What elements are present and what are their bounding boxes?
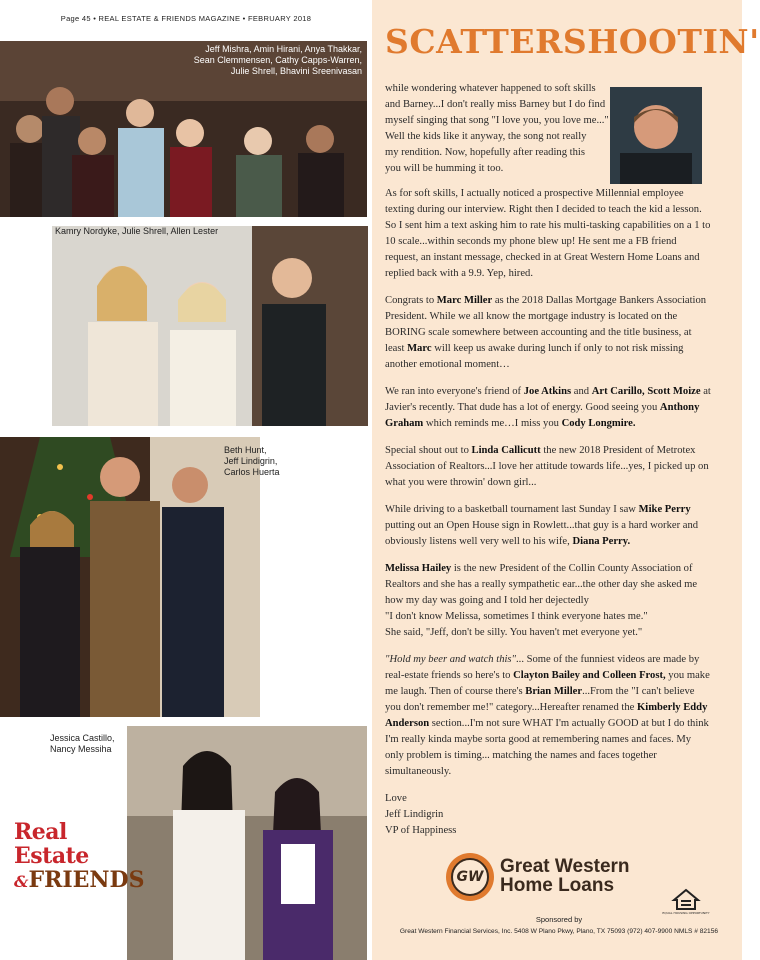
text-line: Well the kids like it anyway, the song not really [385, 131, 587, 142]
paragraph: As for soft skills, I actually noticed a prospective Millennial employee texting during our interview. Right then I decided to teach the kid a lesson. So I sent him a text asking him to rate his multi-tasking capabilities on a 1 to 10 scale...within seconds my phone blew up! He sent me a FB friend request, an instant message, checked in at Great Western Home Loans and replied back with a 9.9. Yep, hired. [385, 188, 711, 279]
photo-2-caption [55, 226, 255, 237]
caption-line: Jeff Mishra, Amin Hirani, Anya Thakkar, [205, 44, 362, 54]
sponsor-details: Great Western Financial Services, Inc. 5408 W Plano Pkwy, Plano, TX 75093 (972) 407-9900 NMLS # 82156 [399, 928, 719, 935]
group-photo-3 [0, 437, 260, 717]
paragraph [385, 502, 711, 550]
paragraph [385, 384, 711, 432]
name: Joe Atkins [523, 386, 572, 397]
name: Marc Miller [436, 295, 493, 306]
caption-line: Carlos Huerta [224, 467, 280, 477]
great-western-logo [446, 853, 696, 903]
text-run: Special shout out to [385, 445, 472, 456]
sign-off: Love [385, 793, 407, 804]
paragraph [385, 443, 711, 491]
gw-wordmark [500, 857, 630, 895]
paragraph [385, 652, 711, 780]
text-line: and Barney...I don't really miss Barney but I do find [385, 99, 606, 110]
photo-4-caption [50, 733, 130, 755]
name: Art Carillo, Scott Moize [591, 386, 701, 397]
article-body [385, 186, 711, 839]
caption-line: Beth Hunt, [224, 445, 267, 455]
text-run: Congrats to [385, 295, 437, 306]
text-run: ...From the "I can't believe you don't remember me!" category...Hereafter renamed the [385, 686, 695, 713]
text-run: "I don't know Melissa, sometimes I think everyone hates me." [385, 611, 648, 622]
signature [385, 791, 711, 839]
author-name: Jeff Lindigrin [385, 809, 444, 820]
text-run: as the 2018 Dallas Mortgage Bankers Association President. While we all know the mortgage industry is located on the BORING scale somewhere between accounting and the title business, at least [385, 295, 707, 354]
sponsored-by-label: Sponsored by [535, 915, 583, 924]
text-run: which reminds me…I miss you [423, 418, 562, 429]
text-run: ... Some of the funniest videos are made by real-estate friends so here's to [385, 654, 700, 681]
text-line: you will be humming it too. [385, 163, 504, 174]
text-run: the new 2018 President of Metrotex Association of Realtors...I love her attitude towards life...yes, I picked up on what you were throwin' down girl... [385, 445, 709, 488]
text-run: you make me laugh. Then of course there's [385, 670, 710, 697]
paragraph [385, 561, 711, 641]
gw-line-1: Great Western [500, 856, 630, 877]
text-line: while wondering whatever happened to soft skills [385, 83, 596, 94]
text-run: She said, "Jeff, don't be silly. You haven't met everyone yet." [385, 627, 643, 638]
name: Melissa Hailey [385, 563, 452, 574]
article-intro [385, 81, 711, 177]
name: Brian Miller [525, 686, 583, 697]
sponsor-block [385, 914, 733, 938]
caption-line: Sean Clemmensen, Cathy Capps-Warren, [193, 55, 362, 65]
page-folio: Page 45 • REAL ESTATE & FRIENDS MAGAZINE • FEBRUARY 2018 [60, 14, 312, 23]
author-title: VP of Happiness [385, 825, 457, 836]
ehl-label: EQUAL HOUSING OPPORTUNITY [662, 911, 710, 915]
caption-line: Julie Shrell, Bhavini Sreenivasan [230, 66, 362, 76]
name: Mike Perry [638, 504, 691, 515]
photo-3-caption [224, 445, 324, 478]
paragraph [385, 293, 711, 373]
text-run: at Javier's recently. That dude has a lot of energy. Good seeing you [385, 386, 711, 413]
text-run: will keep us awake during lunch if only to not risk missing another emotional moment… [385, 343, 684, 370]
name: Cody Longmire. [561, 418, 636, 429]
logo-ampersand: & [14, 872, 29, 891]
article-title: SCATTERSHOOTIN' [385, 22, 760, 61]
text-run: is the new President of the Collin County Association of Realtors and she has a really sympathetic ear...the other day she asked me how my day was going and I told her dejectedly [385, 563, 698, 606]
gw-initials: GW [451, 858, 489, 896]
text-run: section...I'm not sure WHAT I'm actually GOOD at but I do think I'm really kinda maybe sorta good at remembering names and faces. My only problem is timing... matching the names and faces together simultaneously. [385, 718, 709, 777]
caption-line: Jeff Lindigrin, [224, 456, 278, 466]
logo-line-2 [14, 867, 145, 894]
equal-housing-icon [662, 887, 710, 915]
text-run: and [571, 386, 592, 397]
name: Diana Perry. [572, 536, 631, 547]
name: Clayton Bailey and Colleen Frost, [513, 670, 666, 681]
quote: "Hold my beer and watch this" [385, 654, 517, 665]
caption-line: Kamry Nordyke, Julie Shrell, Allen Lester [55, 226, 219, 236]
text-line: myself singing that song "I love you, you love me..." [385, 115, 609, 126]
text-line: my rendition. Now, hopefully after reading this [385, 147, 585, 158]
logo-friends: FRIENDS [28, 867, 145, 893]
text-run: We ran into everyone's friend of [385, 386, 524, 397]
real-estate-friends-logo [14, 819, 145, 894]
name: Marc [407, 343, 432, 354]
logo-line-1: Real Estate [14, 819, 89, 869]
name: Kimberly Eddy Anderson [385, 702, 708, 729]
photo-1-caption [160, 44, 362, 77]
gw-circle-icon [446, 853, 494, 901]
name: Linda Callicutt [471, 445, 541, 456]
text-run: While driving to a basketball tournament last Sunday I saw [385, 504, 639, 515]
caption-line: Nancy Messiha [50, 744, 112, 754]
caption-line: Jessica Castillo, [50, 733, 115, 743]
group-photo-2 [52, 226, 368, 426]
group-photo-4 [127, 726, 367, 960]
name: Anthony Graham [385, 402, 700, 429]
gw-line-2: Home Loans [500, 875, 615, 896]
text-run: putting out an Open House sign in Rowlett...that guy is a hard worker and obviously listens well very well to his wife, [385, 520, 699, 547]
